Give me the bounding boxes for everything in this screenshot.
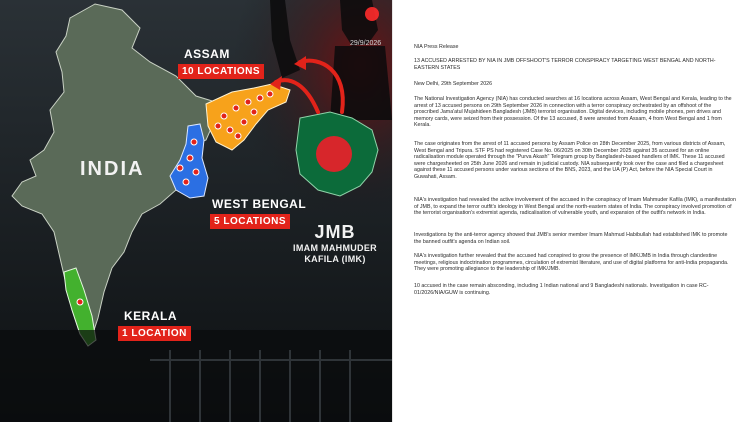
- red-light: [365, 7, 379, 21]
- organisation-name: JMB: [314, 222, 356, 242]
- bottom-shade: [0, 330, 392, 422]
- organisation-person-line1: IMAM MAHMUDER: [293, 243, 377, 253]
- date-stamp: 29/9/2026: [350, 40, 382, 47]
- document-header: NIA Press Release: [414, 44, 459, 50]
- region-name-kerala: KERALA: [124, 309, 177, 323]
- document-paragraph-4: Investigations by the anti-terror agency showed that JMB's senior member Imam Mahmud Habibullah had established IMK to promote the banned outfit's agenda on Indian soil.: [414, 232, 728, 245]
- document-paragraph-6: 10 accused in the case remain absconding, including 1 Indian national and 9 Bangladeshi nationals. Investigation in case RC-01/2026/NIA/GUW is continuing.: [414, 283, 709, 296]
- organisation-person-line2: KAFILA (IMK): [304, 254, 366, 264]
- document-paragraph-5: NIA's investigation further revealed that the accused had conspired to grow the presence of IMK/JMB in India through clandestine meetings, religious indoctrination programmes, circulation of extremist literature, and use of digital platforms for anti-India propaganda. They were promoting allegiance to the leadership of IMK/JMB.: [414, 253, 729, 273]
- document-title: 13 ACCUSED ARRESTED BY NIA IN JMB OFFSHOOT'S TERROR CONSPIRACY TARGETING WEST BENGAL AND NORTH-EASTERN STATES: [414, 58, 716, 71]
- panel-divider: [392, 0, 393, 422]
- country-label: INDIA: [80, 158, 145, 180]
- region-count-kerala: 1 LOCATION: [118, 326, 191, 341]
- region-name-assam: ASSAM: [184, 47, 230, 61]
- region-name-west-bengal: WEST BENGAL: [212, 197, 307, 211]
- document-dateline: New Delhi, 29th September 2026: [414, 81, 493, 87]
- document-paragraph-2: The case originates from the arrest of 11 accused persons by Assam Police on 28th December 2025, from various districts of Assam, West Bengal and Tripura. STF PS had registered Case No. 06/2025 on 30th December 2025 against 35 accused for an online radicalisation module operated through the "Purva Akash" Telegram group by Bangladesh-based handlers of IMK. These 11 accused were chargesheeted on 25th June 2026 and remain in judicial custody. NIA subsequently took over the case and filed a chargesheet against these 11 accused persons under various sections of the BNS, 2023, and the UA (P) Act, before the NIA Special Court in Guwahati, Assam.: [414, 141, 726, 180]
- region-count-west-bengal: 5 LOCATIONS: [210, 214, 290, 229]
- bangladesh-flag-disc: [316, 136, 352, 172]
- region-count-assam: 10 LOCATIONS: [178, 64, 264, 79]
- document-paragraph-3: NIA's investigation had revealed the active involvement of the accused in the conspiracy of Imam Mahmuder Kafila (IMK), a manifestation of JMB, to expand the terror outfit's ideology in West Bengal and the north-eastern states of India. The conspiracy involved promotion of the terrorist organisation's extremist agenda, radicalisation of vulnerable youth, and expansion of the outfit's network in India.: [414, 197, 736, 217]
- press-release-document: [414, 0, 736, 422]
- organisation-label: [281, 222, 389, 265]
- document-paragraph-1: The National Investigation Agency (NIA) has conducted searches at 16 locations across Assam, West Bengal and Kerala, leading to the arrest of 13 accused persons on 29th September 2026 in connection with a terror conspiracy orchestrated by an offshoot of the proscribed Jama'atul Mujahideen Bangladesh (JMB) terrorist organisation. Digital devices, including mobile phones, pen drives and memory cards, were seized from their possession. Of the 13 accused, 8 were arrested from Assam, 4 from West Bengal and 1 from Kerala.: [414, 96, 732, 129]
